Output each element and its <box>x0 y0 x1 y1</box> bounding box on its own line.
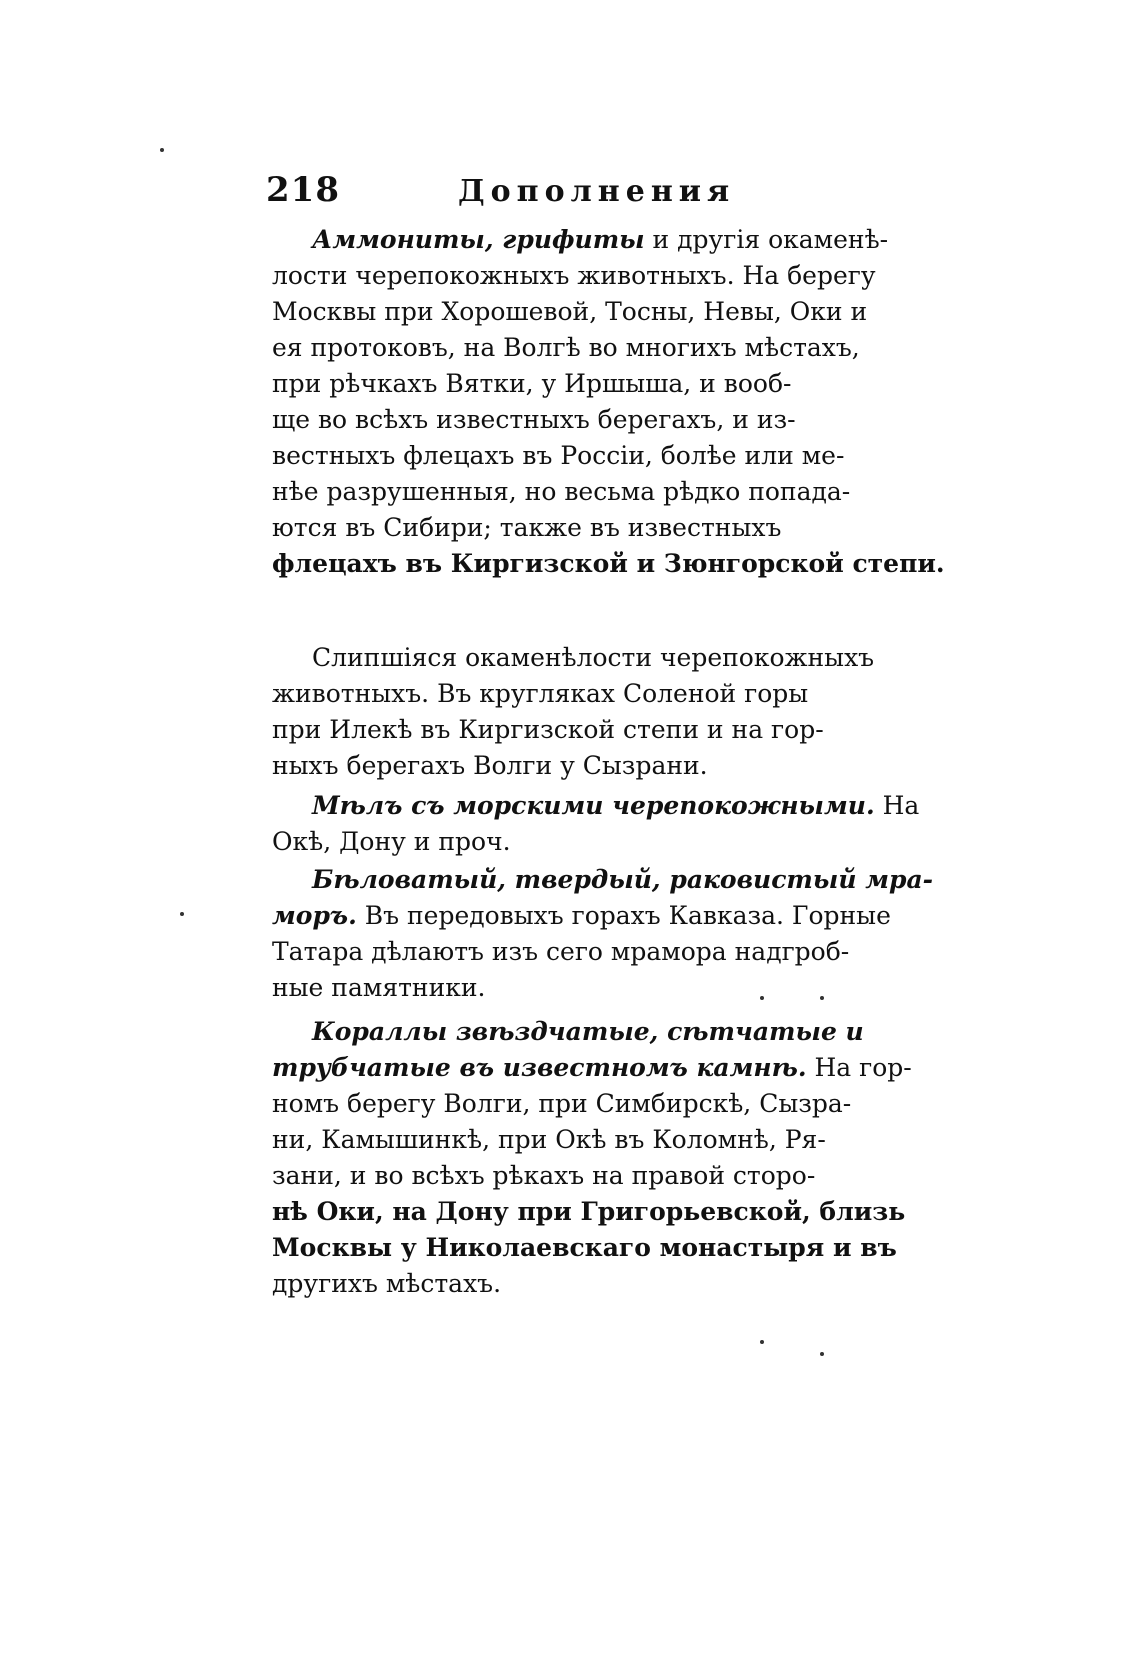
text-line: Татара дѣлаютъ изъ сего мрамора надгроб- <box>272 937 850 966</box>
print-speck <box>820 1352 824 1356</box>
text-line: ются въ Сибири; также въ известныхъ <box>272 513 782 542</box>
text-line: номъ берегу Волги, при Симбирскѣ, Сызра- <box>272 1089 852 1118</box>
print-speck <box>180 912 184 916</box>
text-line: флецахъ въ Киргизской и Зюнгорской степи. <box>272 549 945 578</box>
text-line: Бѣловатый, твердый, раковистый мра- <box>312 865 934 894</box>
text-line: ея протоковъ, на Волгѣ во многихъ мѣстахъ, <box>272 333 860 362</box>
text-line: нѣ Оки, на Дону при Григорьевской, близь <box>272 1197 906 1226</box>
text-line: трубчатые въ известномъ камнѣ. На гор- <box>272 1053 912 1082</box>
print-speck <box>160 148 164 152</box>
print-speck <box>760 996 764 1000</box>
page-number: 218 <box>266 170 340 210</box>
text-line: Слипшіяся окаменѣлости черепокожныхъ <box>312 643 875 672</box>
text-line: лости черепокожныхъ животныхъ. На берегу <box>272 261 876 290</box>
text-line: Кораллы звѣздчатые, сѣтчатые и <box>312 1017 864 1046</box>
text-line: Окѣ, Дону и проч. <box>272 827 511 856</box>
text-line: моръ. Въ передовыхъ горахъ Кавказа. Горные <box>272 901 891 930</box>
text-line: ныхъ берегахъ Волги у Сызрани. <box>272 751 708 780</box>
text-line: при Илекѣ въ Киргизской степи и на гор- <box>272 715 824 744</box>
text-line: животныхъ. Въ кругляках Соленой горы <box>272 679 809 708</box>
text-line: Мѣлъ съ морскими черепокожными. На <box>312 791 920 820</box>
text-line: Москвы при Хорошевой, Тосны, Невы, Оки и <box>272 297 868 326</box>
text-line: нѣе разрушенныя, но весьма рѣдко попада- <box>272 477 851 506</box>
text-line: вестныхъ флецахъ въ Россіи, болѣе или ме- <box>272 441 845 470</box>
text-line: ни, Камышинкѣ, при Окѣ въ Коломнѣ, Ря- <box>272 1125 826 1154</box>
text-line: при рѣчкахъ Вятки, у Иршыша, и вооб- <box>272 369 792 398</box>
text-line: Москвы у Николаевскаго монастыря и въ <box>272 1233 897 1262</box>
text-line: другихъ мѣстахъ. <box>272 1269 502 1298</box>
text-line: ные памятники. <box>272 973 486 1002</box>
print-speck <box>760 1340 764 1344</box>
text-line: зани, и во всѣхъ рѣкахъ на правой сторо- <box>272 1161 816 1190</box>
text-line: ще во всѣхъ известныхъ берегахъ, и из- <box>272 405 796 434</box>
print-speck <box>820 996 824 1000</box>
page-header <box>258 168 898 218</box>
text-line: Аммониты, грифиты и другія окаменѣ- <box>312 225 889 254</box>
running-head: Дополнения <box>458 174 736 209</box>
